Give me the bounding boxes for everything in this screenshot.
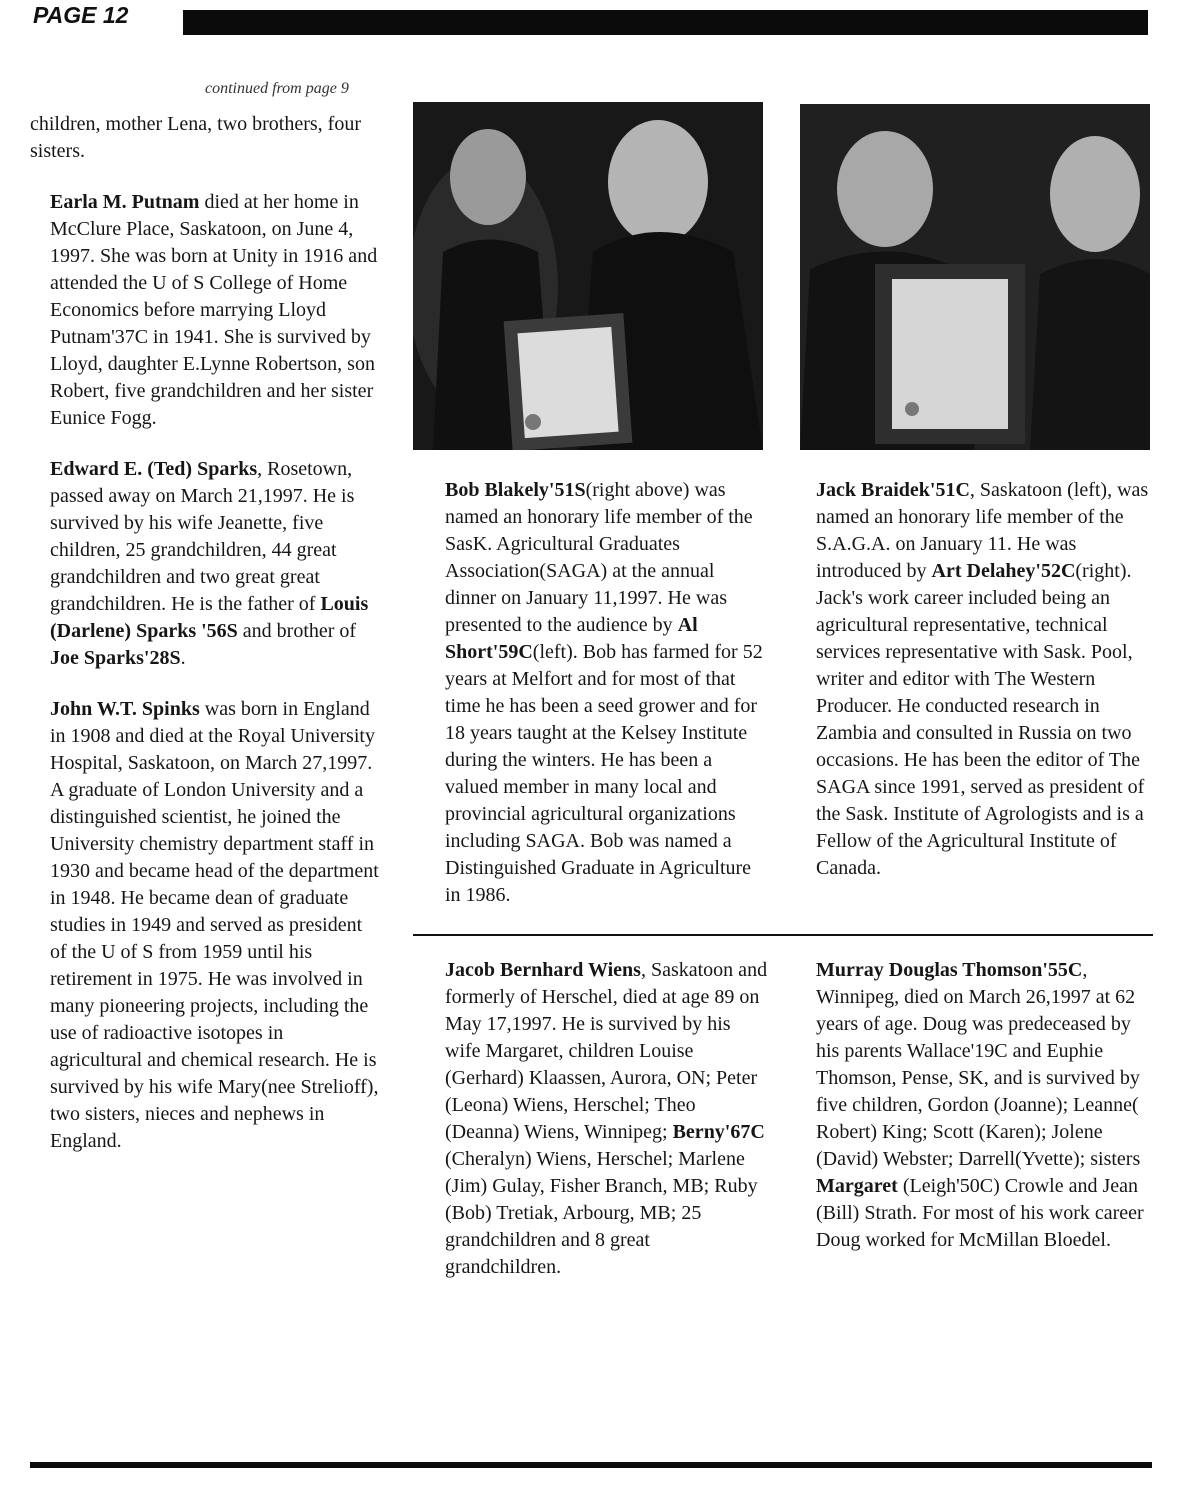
body-sparks-2: and brother of — [237, 620, 357, 642]
obituary-putnam — [30, 189, 380, 432]
name-braidek: Jack Braidek'51C — [816, 479, 970, 501]
name-putnam: Earla M. Putnam — [50, 191, 200, 213]
photo-braidek-award — [800, 104, 1150, 450]
name-wiens: Jacob Bernhard Wiens — [445, 959, 641, 981]
body-wiens-1: , Saskatoon and formerly of Herschel, died at age 89 on May 17,1997. He is survived by his wife Margaret, children Louise (Gerhard) Klaassen, Aurora, ON; Peter (Leona) Wiens, Herschel; Theo (Deanna) Wiens, Winnipeg; — [445, 959, 768, 1143]
name-margaret: Margaret — [816, 1175, 898, 1197]
body-braidek-2: (right). Jack's work career included being an agricultural representative, technical services representative with Sask. Pool, writer and editor with The Western Producer. He conducted research in Zambia and consulted in Russia on two occasions. He has been the editor of The SAGA since 1991, served as president of the Sask. Institute of Agrologists and is a Fellow of the Agricultural Institute of Canada. — [816, 560, 1145, 879]
caption-column-right — [796, 477, 1152, 906]
caption-column-middle — [425, 477, 770, 933]
name-joe-sparks: Joe Sparks'28S — [50, 647, 181, 669]
body-sparks-1: , Rosetown, passed away on March 21,1997. He is survived by his wife Jeanette, five children, 25 grandchildren, 44 great grandchildren and two great great grandchildren. He is the father of — [50, 458, 355, 615]
continued-paragraph: children, mother Lena, two brothers, four sisters. — [30, 113, 362, 162]
body-braidek-1: , Saskatoon (left), was named an honorary life member of the S.A.G.A. on January 11. He was introduced by — [816, 479, 1149, 582]
name-blakely: Bob Blakely'51S — [445, 479, 586, 501]
name-al-short: Al Short'59C — [445, 614, 698, 663]
obituary-thomson — [796, 957, 1152, 1254]
name-sparks: Edward E. (Ted) Sparks — [50, 458, 258, 480]
name-thomson: Murray Douglas Thomson'55C — [816, 959, 1083, 981]
body-wiens-2: (Cheralyn) Wiens, Herschel; Marlene (Jim) Gulay, Fisher Branch, MB; Ruby (Bob) Tretiak, Arbourg, MB; 25 grandchildren and 8 great grandchildren. — [445, 1148, 758, 1278]
obituary-column-right — [796, 957, 1152, 1278]
body-spinks: was born in England in 1908 and died at the Royal University Hospital, Saskatoon, on March 27,1997. A graduate of London University and a distinguished scientist, he joined the University chemistry department staff in 1930 and became head of the department in 1948. He became dean of graduate studies in 1949 and served as president of the U of S from 1959 until his retirement in 1975. He was involved in many pioneering projects, including the use of radioactive isotopes in agricultural and chemical research. He is survived by his wife Mary(nee Strelioff), two sisters, nieces and nephews in England. — [50, 698, 379, 1152]
header-bar — [183, 10, 1148, 35]
page-number: PAGE 12 — [33, 2, 129, 28]
body-blakely-1: (right above) was named an honorary life member of the SasK. Agricultural Graduates Association(SAGA) at the annual dinner on January 11,1997. He was presented to the audience by — [445, 479, 753, 636]
name-louis-sparks: Louis (Darlene) Sparks '56S — [50, 593, 369, 642]
body-sparks-3: . — [180, 647, 186, 669]
obituary-column-middle — [425, 957, 770, 1305]
body-thomson-1: , Winnipeg, died on March 26,1997 at 62 years of age. Doug was predeceased by his parents Wallace'19C and Euphie Thomson, Pense, SK, and is survived by five children, Gordon (Joanne); Leanne( Robert) King; Scott (Karen); Jolene (David) Webster; Darrell(Yvette); sisters — [816, 959, 1141, 1170]
name-berny-wiens: Berny'67C — [672, 1121, 765, 1143]
footer-rule — [30, 1462, 1152, 1468]
body-putnam: died at her home in McClure Place, Saskatoon, on June 4, 1997. She was born at Unity in 1916 and attended the U of S College of Home Economics before marrying Lloyd Putnam'37C in 1941. She is survived by Lloyd, daughter E.Lynne Robertson, son Robert, five grandchildren and her sister Eunice Fogg. — [50, 191, 378, 429]
obituary-column-left — [30, 111, 380, 1179]
photo-braidek-image — [800, 104, 1150, 450]
obituary-spinks — [30, 696, 380, 1155]
obituary-wiens — [425, 957, 770, 1281]
name-spinks: John W.T. Spinks — [50, 698, 200, 720]
caption-blakely — [425, 477, 770, 909]
body-thomson-2: (Leigh'50C) Crowle and Jean (Bill) Strath. For most of his work career Doug worked for McMillan Bloedel. — [816, 1175, 1144, 1251]
photo-blakely-award — [413, 102, 763, 450]
obituary-sparks — [30, 456, 380, 672]
body-blakely-2: (left). Bob has farmed for 52 years at Melfort and for most of that time he has been a seed grower and for 18 years taught at the Kelsey Institute during the winters. He has been a valued member in many local and provincial agricultural organizations including SAGA. Bob was named a Distinguished Graduate in Agriculture in 1986. — [445, 641, 763, 906]
caption-braidek — [796, 477, 1152, 882]
name-delahey: Art Delahey'52C — [931, 560, 1076, 582]
photo-blakely-image — [413, 102, 763, 450]
section-divider — [413, 934, 1153, 936]
continued-note: continued from page 9 — [205, 80, 349, 97]
